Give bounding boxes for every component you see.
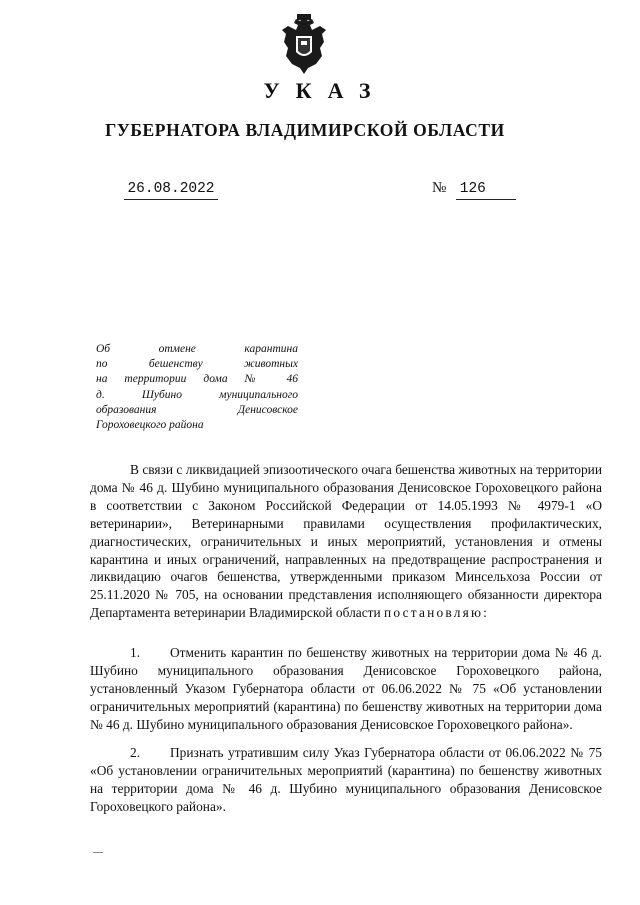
- subject-line: Гороховецкого района: [96, 419, 204, 432]
- decree-date: 26.08.2022: [124, 181, 218, 200]
- coat-of-arms-icon: [274, 12, 334, 78]
- number-label: №: [432, 180, 447, 196]
- subject-line: по бешенству животных: [96, 358, 298, 371]
- item-text: Признать утратившим силу Указ Губернатора области от 06.06.2022 № 75 «Об установлении ограничительных мероприятий (карантина) по бешенству животных на территории дома № 46 д. Шубино муниципального образования Денисовское Гороховецкого района».: [90, 745, 602, 814]
- decree-number-block: [432, 180, 516, 200]
- resolution-word: постановляю:: [384, 605, 490, 621]
- scan-mark: [93, 852, 103, 853]
- item-number: 1.: [130, 645, 141, 660]
- decree-subject: [96, 342, 298, 433]
- preamble-paragraph: [90, 461, 602, 622]
- decree-item-1: [90, 644, 602, 734]
- item-text: Отменить карантин по бешенству животных на территории дома № 46 д. Шубино муниципального образования Денисовское Гороховецкого района, установленный Указом Губернатора области от 06.06.2022 № 75 «Об установлении ограничительных мероприятий (карантина) по бешенству животных на территории дома № 46 д. Шубино муниципального образования Денисовское Гороховецкого района».: [90, 645, 602, 732]
- decree-issuer: ГУБЕРНАТОРА ВЛАДИМИРСКОЙ ОБЛАСТИ: [105, 120, 505, 140]
- subject-line: д. Шубино муниципального: [96, 388, 298, 401]
- subject-line: Об отмене карантина: [96, 343, 298, 355]
- subject-line: образования Денисовское: [96, 403, 298, 416]
- item-number: 2.: [130, 745, 141, 760]
- decree-item-2: [90, 744, 602, 816]
- decree-number: 126: [456, 181, 516, 200]
- decree-title: УКАЗ: [263, 78, 387, 103]
- subject-line: на территории дома № 46: [96, 373, 298, 386]
- preamble-text: В связи с ликвидацией эпизоотического очага бешенства животных на территории дома № 46 д. Шубино муниципального образования Денисовское Гороховецкого района в соответствии с Законом Российской Федерации от 14.05.1993 № 4979-1 «О ветеринарии», Ветеринарными правилами осуществления профилактических, диагностических, ограничительных и иных мероприятий, установления и отмены карантина и иных ограничений, направленных на предотвращение распространения и ликвидацию очагов бешенства, утвержденными приказом Минсельхоза России от 25.11.2020 № 705, на основании представления исполняющего обязанности директора Департамента ветеринарии Владимирской области: [90, 462, 602, 621]
